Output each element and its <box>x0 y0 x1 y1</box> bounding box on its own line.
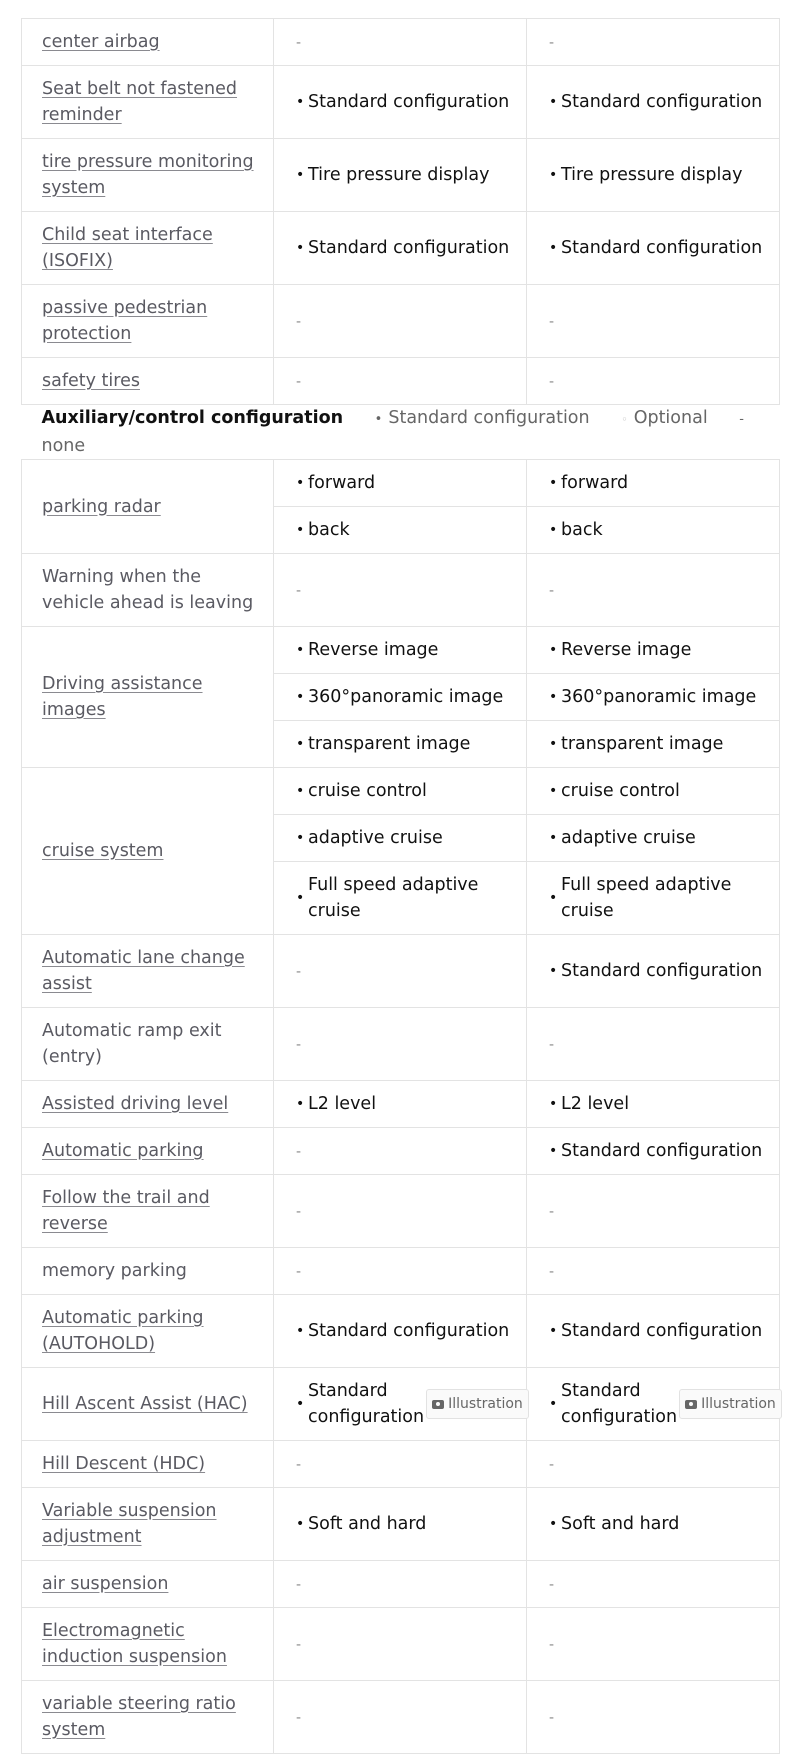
value-text: Standard configuration <box>561 238 763 258</box>
value-cell <box>274 627 527 674</box>
none-mark: - <box>549 1036 555 1053</box>
feature-link[interactable]: variable steering ratio system <box>22 1681 274 1754</box>
none-mark: - <box>296 1576 302 1593</box>
value-text: Standard configuration <box>561 1321 763 1341</box>
bullet-icon: • <box>549 1323 558 1339</box>
none-mark: - <box>549 34 555 51</box>
feature-link[interactable]: Hill Ascent Assist (HAC) <box>22 1368 274 1441</box>
value-none <box>274 554 527 627</box>
row-variable-steering-ratio-system <box>22 1681 780 1754</box>
value-text: adaptive cruise <box>308 828 443 848</box>
value-text: Tire pressure display <box>561 165 743 185</box>
value-none <box>527 358 780 405</box>
none-mark: - <box>296 313 302 330</box>
value-none <box>527 554 780 627</box>
feature-link[interactable]: cruise system <box>22 768 274 935</box>
row-hill-ascent-assist-hac <box>22 1368 780 1441</box>
feature-link[interactable]: Seat belt not fastened reminder <box>22 66 274 139</box>
value-text: transparent image <box>561 734 724 754</box>
none-mark: - <box>296 1143 302 1160</box>
value-cell <box>274 768 527 815</box>
row-warning-when-the-vehicle-ahead-is-leaving <box>22 554 780 627</box>
value-text: back <box>561 520 603 540</box>
none-mark: - <box>549 1636 555 1653</box>
feature-link[interactable]: Automatic parking (AUTOHOLD) <box>22 1295 274 1368</box>
value-none <box>527 1681 780 1754</box>
value-cell <box>527 862 780 935</box>
none-mark: - <box>549 1456 555 1473</box>
bullet-icon: • <box>549 1143 558 1159</box>
row-automatic-parking <box>22 1128 780 1175</box>
feature-link[interactable]: tire pressure monitoring system <box>22 139 274 212</box>
value-none <box>527 19 780 66</box>
section-title: Auxiliary/control configuration <box>41 408 344 428</box>
value-text: Standard configuration <box>561 92 763 112</box>
bullet-icon: • <box>296 1096 305 1112</box>
row-passive-pedestrian-protection <box>22 285 780 358</box>
feature-link[interactable]: parking radar <box>22 460 274 554</box>
value-text: Full speed adaptive cruise <box>308 875 479 921</box>
feature-link[interactable]: safety tires <box>22 358 274 405</box>
value-text: L2 level <box>561 1094 630 1114</box>
value-none <box>274 935 527 1008</box>
row-hill-descent-hdc <box>22 1441 780 1488</box>
illustration-label: Illustration <box>701 1396 776 1412</box>
row-tire-pressure-monitoring-system <box>22 139 780 212</box>
value-cell <box>527 1295 780 1368</box>
value-text: Full speed adaptive cruise <box>561 875 732 921</box>
bullet-icon: • <box>296 1323 305 1339</box>
value-cell <box>527 627 780 674</box>
bullet-icon: • <box>549 1396 558 1412</box>
none-mark: - <box>296 1456 302 1473</box>
value-cell <box>274 862 527 935</box>
value-cell <box>527 674 780 721</box>
none-mark: - <box>549 1263 555 1280</box>
bullet-icon: • <box>549 94 558 110</box>
value-cell <box>274 212 527 285</box>
bullet-icon: • <box>549 475 558 491</box>
row-safety-tires <box>22 358 780 405</box>
feature-name: Automatic ramp exit (entry) <box>22 1008 274 1081</box>
bullet-icon: • <box>549 522 558 538</box>
row-automatic-parking-autohold <box>22 1295 780 1368</box>
bullet-icon: • <box>549 783 558 799</box>
bullet-icon: • <box>296 783 305 799</box>
safety-rows <box>22 19 780 405</box>
section-header <box>22 405 780 460</box>
value-text: Tire pressure display <box>308 165 490 185</box>
bullet-icon: • <box>296 1396 305 1412</box>
bullet-icon: • <box>296 830 305 846</box>
value-text: 360°panoramic image <box>561 687 757 707</box>
value-cell <box>527 721 780 768</box>
value-text: cruise control <box>308 781 427 801</box>
value-text: forward <box>308 473 376 493</box>
feature-link[interactable]: Variable suspension adjustment <box>22 1488 274 1561</box>
value-none <box>274 1248 527 1295</box>
value-text: Standard configuration <box>308 1321 510 1341</box>
value-cell <box>274 1368 527 1441</box>
bullet-icon: • <box>296 475 305 491</box>
value-text: Standard configuration <box>308 1381 425 1427</box>
value-text: Reverse image <box>561 640 692 660</box>
row-electromagnetic-induction-suspension <box>22 1608 780 1681</box>
value-text: adaptive cruise <box>561 828 696 848</box>
feature-link[interactable]: Automatic parking <box>22 1128 274 1175</box>
none-mark: - <box>296 1636 302 1653</box>
value-text: Soft and hard <box>308 1514 427 1534</box>
value-cell <box>527 1128 780 1175</box>
value-cell <box>274 1081 527 1128</box>
camera-icon <box>432 1400 444 1409</box>
value-none <box>527 1608 780 1681</box>
value-cell <box>527 139 780 212</box>
value-none <box>274 19 527 66</box>
value-text: forward <box>561 473 629 493</box>
value-text: Soft and hard <box>561 1514 680 1534</box>
value-text: L2 level <box>308 1094 377 1114</box>
value-cell <box>274 139 527 212</box>
bullet-icon: • <box>296 1516 305 1532</box>
value-none <box>527 1561 780 1608</box>
feature-link[interactable]: passive pedestrian protection <box>22 285 274 358</box>
bullet-icon: • <box>549 240 558 256</box>
bullet-icon: • <box>549 1516 558 1532</box>
value-none <box>274 358 527 405</box>
value-cell <box>274 1295 527 1368</box>
feature-link[interactable]: Child seat interface (ISOFIX) <box>22 212 274 285</box>
value-none <box>274 1681 527 1754</box>
value-none <box>274 1608 527 1681</box>
row-cruise-system <box>22 768 780 815</box>
illustration-label: Illustration <box>448 1396 523 1412</box>
bullet-icon: • <box>549 689 558 705</box>
value-cell <box>527 66 780 139</box>
value-cell <box>274 66 527 139</box>
row-air-suspension <box>22 1561 780 1608</box>
none-mark: - <box>549 1576 555 1593</box>
value-none <box>527 1008 780 1081</box>
value-none <box>527 1248 780 1295</box>
value-cell <box>527 935 780 1008</box>
none-mark: - <box>549 1709 555 1726</box>
feature-name: memory parking <box>22 1248 274 1295</box>
none-mark: - <box>296 1203 302 1220</box>
none-mark: - <box>549 1203 555 1220</box>
value-cell <box>527 815 780 862</box>
feature-link[interactable]: Hill Descent (HDC) <box>22 1441 274 1488</box>
value-cell <box>274 674 527 721</box>
none-mark: - <box>549 313 555 330</box>
value-none <box>274 1561 527 1608</box>
row-parking-radar <box>22 460 780 507</box>
none-mark: - <box>549 373 555 390</box>
value-cell <box>527 1081 780 1128</box>
feature-name: Warning when the vehicle ahead is leaving <box>22 554 274 627</box>
none-mark: - <box>296 1709 302 1726</box>
value-none <box>274 1008 527 1081</box>
value-none <box>274 1175 527 1248</box>
legend-none: -none <box>41 412 744 456</box>
value-cell <box>274 460 527 507</box>
bullet-icon: • <box>296 240 305 256</box>
illustration-button[interactable] <box>679 1389 782 1419</box>
none-mark: - <box>296 582 302 599</box>
auxiliary-rows <box>22 460 780 1754</box>
bullet-icon: • <box>296 167 305 183</box>
value-cell <box>274 1488 527 1561</box>
value-cell <box>527 212 780 285</box>
row-center-airbag <box>22 19 780 66</box>
feature-link[interactable]: Automatic lane change assist <box>22 935 274 1008</box>
value-cell <box>274 507 527 554</box>
bullet-icon: • <box>296 642 305 658</box>
value-cell <box>527 460 780 507</box>
bullet-icon: • <box>296 522 305 538</box>
value-none <box>527 1175 780 1248</box>
legend-standard: • Standard configuration <box>374 408 590 428</box>
value-text: 360°panoramic image <box>308 687 504 707</box>
camera-icon <box>685 1400 697 1409</box>
row-driving-assistance-images <box>22 627 780 674</box>
value-text: Standard configuration <box>561 1141 763 1161</box>
feature-link[interactable]: Assisted driving level <box>22 1081 274 1128</box>
feature-link[interactable]: Electromagnetic induction suspension <box>22 1608 274 1681</box>
value-cell <box>527 1488 780 1561</box>
none-mark: - <box>296 1036 302 1053</box>
section-header-body <box>22 405 780 460</box>
section-header-row <box>22 405 780 460</box>
feature-link[interactable]: Follow the trail and reverse <box>22 1175 274 1248</box>
value-none <box>274 1128 527 1175</box>
feature-link[interactable]: center airbag <box>22 19 274 66</box>
value-text: Standard configuration <box>561 1381 678 1427</box>
value-cell <box>274 721 527 768</box>
value-text: Standard configuration <box>308 92 510 112</box>
none-mark: - <box>549 582 555 599</box>
value-cell <box>527 507 780 554</box>
row-variable-suspension-adjustment <box>22 1488 780 1561</box>
bullet-icon: • <box>549 736 558 752</box>
value-text: Standard configuration <box>561 961 763 981</box>
bullet-icon: • <box>549 830 558 846</box>
value-text: Reverse image <box>308 640 439 660</box>
bullet-icon: • <box>549 1096 558 1112</box>
value-text: cruise control <box>561 781 680 801</box>
value-text: back <box>308 520 350 540</box>
none-mark: - <box>296 1263 302 1280</box>
value-cell <box>274 815 527 862</box>
bullet-icon: • <box>296 94 305 110</box>
row-assisted-driving-level <box>22 1081 780 1128</box>
row-automatic-ramp-exit-entry <box>22 1008 780 1081</box>
none-mark: - <box>296 373 302 390</box>
value-text: Standard configuration <box>308 238 510 258</box>
value-none <box>527 285 780 358</box>
feature-link[interactable]: Driving assistance images <box>22 627 274 768</box>
config-table-wrap <box>21 18 779 1754</box>
feature-link[interactable]: air suspension <box>22 1561 274 1608</box>
bullet-icon: • <box>296 890 305 906</box>
value-cell <box>527 1368 780 1441</box>
row-child-seat-interface-isofix <box>22 212 780 285</box>
legend-optional: ◦ Optional <box>621 408 708 428</box>
row-memory-parking <box>22 1248 780 1295</box>
bullet-icon: • <box>296 689 305 705</box>
bullet-icon: • <box>549 167 558 183</box>
bullet-icon: • <box>549 890 558 906</box>
config-table <box>21 18 780 1754</box>
value-none <box>274 1441 527 1488</box>
bullet-icon: • <box>549 963 558 979</box>
illustration-button[interactable] <box>426 1389 529 1419</box>
row-seat-belt-not-fastened-reminder <box>22 66 780 139</box>
row-automatic-lane-change-assist <box>22 935 780 1008</box>
value-none <box>274 285 527 358</box>
value-cell <box>527 768 780 815</box>
value-none <box>527 1441 780 1488</box>
row-follow-the-trail-and-reverse <box>22 1175 780 1248</box>
bullet-icon: • <box>296 736 305 752</box>
bullet-icon: • <box>549 642 558 658</box>
none-mark: - <box>296 34 302 51</box>
none-mark: - <box>296 963 302 980</box>
value-text: transparent image <box>308 734 471 754</box>
